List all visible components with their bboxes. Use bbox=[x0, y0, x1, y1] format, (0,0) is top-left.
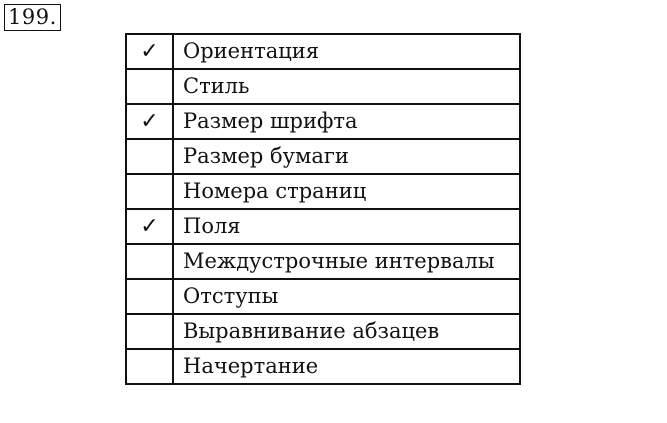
checklist-row bbox=[126, 34, 520, 69]
checklist-row bbox=[126, 279, 520, 314]
item-label: Поля bbox=[173, 209, 520, 244]
check-mark-cell: ✓ bbox=[126, 104, 173, 139]
checklist-row bbox=[126, 244, 520, 279]
item-label: Начертание bbox=[173, 349, 520, 384]
checklist-row bbox=[126, 139, 520, 174]
check-mark-cell bbox=[126, 139, 173, 174]
checklist-row bbox=[126, 174, 520, 209]
item-label: Междустрочные интервалы bbox=[173, 244, 520, 279]
checklist-table bbox=[125, 33, 521, 385]
checklist-row bbox=[126, 104, 520, 139]
check-mark-cell: ✓ bbox=[126, 209, 173, 244]
item-label: Отступы bbox=[173, 279, 520, 314]
exercise-number: 199. bbox=[4, 4, 61, 31]
check-mark-cell bbox=[126, 174, 173, 209]
check-mark-cell bbox=[126, 279, 173, 314]
checklist-row bbox=[126, 349, 520, 384]
check-mark-cell bbox=[126, 244, 173, 279]
checklist-row bbox=[126, 209, 520, 244]
item-label: Ориентация bbox=[173, 34, 520, 69]
checklist-row bbox=[126, 69, 520, 104]
item-label: Размер бумаги bbox=[173, 139, 520, 174]
check-mark-cell bbox=[126, 314, 173, 349]
item-label: Стиль bbox=[173, 69, 520, 104]
check-mark-cell bbox=[126, 349, 173, 384]
item-label: Размер шрифта bbox=[173, 104, 520, 139]
item-label: Номера страниц bbox=[173, 174, 520, 209]
item-label: Выравнивание абзацев bbox=[173, 314, 520, 349]
check-mark-cell bbox=[126, 69, 173, 104]
check-mark-cell: ✓ bbox=[126, 34, 173, 69]
checklist-row bbox=[126, 314, 520, 349]
